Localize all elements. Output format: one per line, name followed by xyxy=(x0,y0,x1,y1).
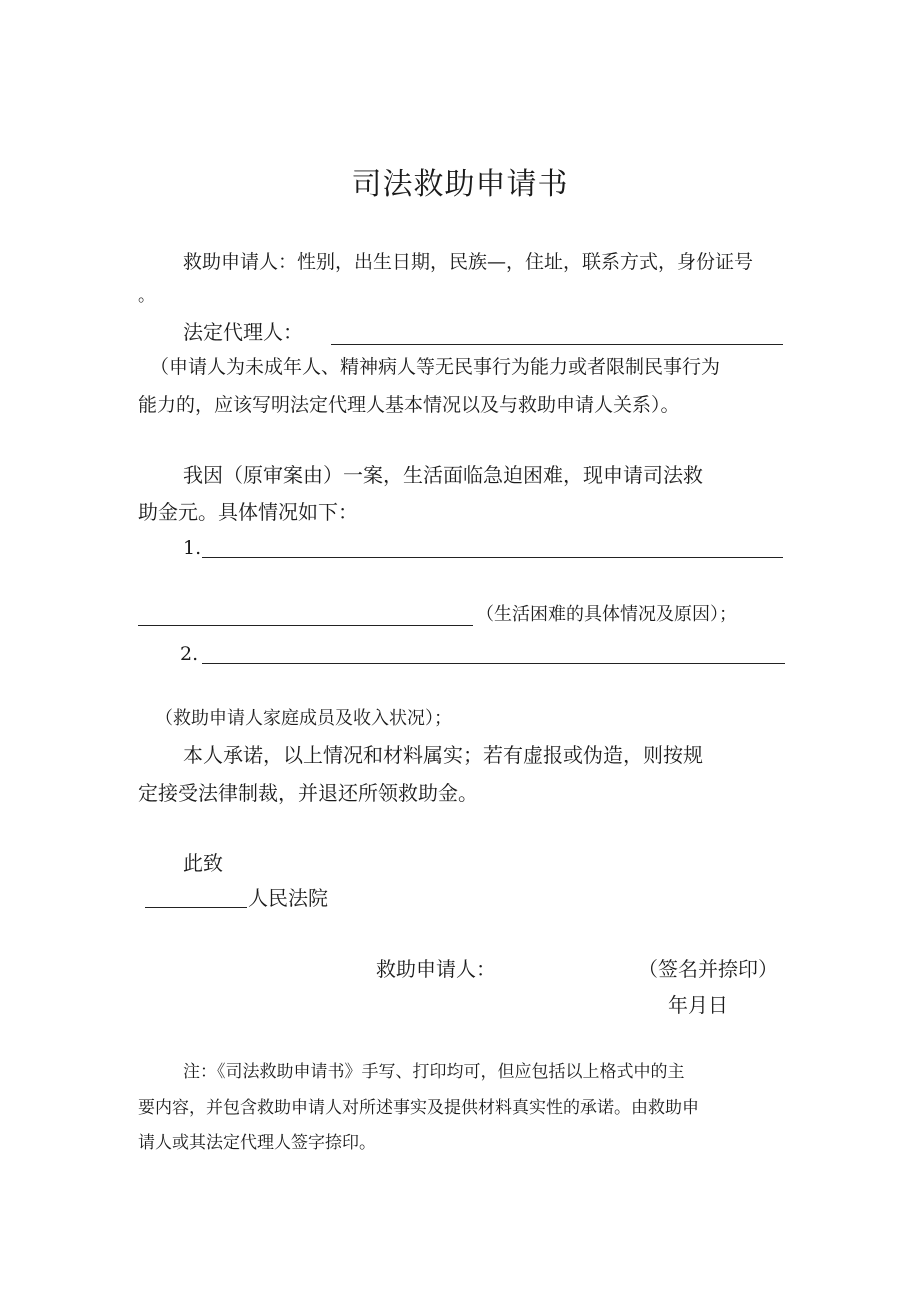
item-2-blank xyxy=(202,663,785,664)
reason-line-1: 我因（原审案由）一案，生活面临急迫困难，现申请司法救 xyxy=(183,463,703,487)
court-name-blank xyxy=(145,907,247,908)
item-1-number: 1. xyxy=(183,537,202,559)
item-2-number: 2. xyxy=(180,643,199,665)
applicant-info-line: 救助申请人：性别，出生日期，民族—，住址，联系方式，身份证号 xyxy=(183,251,754,273)
footnote-line-2: 要内容，并包含救助申请人对所述事实及提供材料真实性的承诺。由救助申 xyxy=(138,1098,699,1118)
legal-representative-note-line-1: （申请人为未成年人、精神病人等无民事行为能力或者限制民事行为 xyxy=(150,356,721,378)
page-title: 司法救助申请书 xyxy=(351,167,569,202)
promise-line-2: 定接受法律制裁，并退还所领救助金。 xyxy=(138,781,478,805)
signature-label: 救助申请人： xyxy=(376,957,496,981)
item-1-continuation-blank xyxy=(138,625,473,626)
item-2-note: （救助申请人家庭成员及收入状况）； xyxy=(155,708,452,729)
item-1-note: （生活困难的具体情况及原因）； xyxy=(476,604,737,625)
reason-line-2: 助金元。具体情况如下： xyxy=(138,500,358,524)
salutation: 此致 xyxy=(183,851,223,875)
promise-line-1: 本人承诺，以上情况和材料属实；若有虚报或伪造，则按规 xyxy=(183,743,703,767)
legal-representative-note-line-2: 能力的，应该写明法定代理人基本情况以及与救助申请人关系）。 xyxy=(138,394,680,416)
legal-representative-blank xyxy=(331,344,783,345)
legal-representative-label: 法定代理人： xyxy=(183,320,303,344)
footnote-line-1: 注：《司法救助申请书》手写、打印均可，但应包括以上格式中的主 xyxy=(183,1062,685,1082)
signature-note: （签名并捺印） xyxy=(638,957,778,981)
court-suffix: 人民法院 xyxy=(248,886,328,910)
item-1-blank xyxy=(202,557,783,558)
date-line: 年月日 xyxy=(668,993,728,1017)
footnote-line-3: 请人或其法定代理人签字捺印。 xyxy=(138,1133,376,1153)
applicant-info-line-end: 。 xyxy=(138,286,155,306)
